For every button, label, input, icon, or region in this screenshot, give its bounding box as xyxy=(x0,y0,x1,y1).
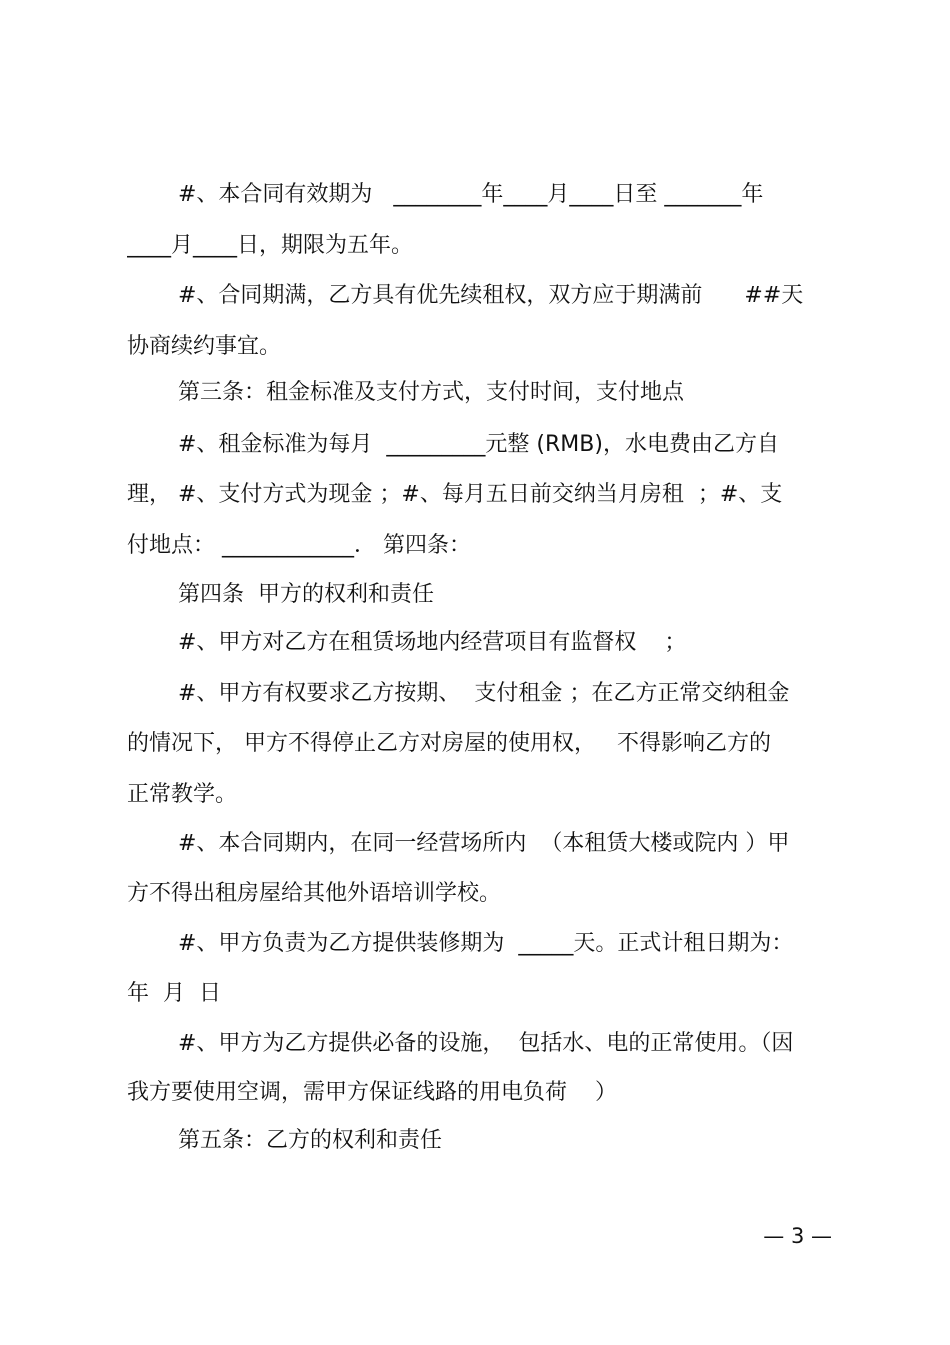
article-three-heading: 第三条：租金标准及支付方式，支付时间，支付地点 xyxy=(178,380,685,405)
clause-validity-period-cont: ____月____日，期限为五年。 xyxy=(127,233,414,258)
clause-renewal: #、合同期满，乙方具有优先续租权，双方应于期满前 ##天 xyxy=(178,283,804,308)
clause-facilities-cont: 我方要使用空调，需甲方保证线路的用电负荷 ） xyxy=(127,1080,617,1105)
clause-payment-method: 理， #、支付方式为现金 ；#、每月五日前交纳当月房租 ；#、支 xyxy=(127,482,783,507)
clause-supervision: #、甲方对乙方在租赁场地内经营项目有监督权 ； xyxy=(178,630,687,655)
clause-rent-payment-right: #、甲方有权要求乙方按期、 支付租金 ；在乙方正常交纳租金 xyxy=(178,681,790,706)
article-four-heading: 第四条 甲方的权利和责任 xyxy=(178,582,434,607)
clause-renewal-cont: 协商续约事宜。 xyxy=(127,334,282,359)
clause-exclusivity: #、本合同期内，在同一经营场所内 （本租赁大楼或院内 ）甲 xyxy=(178,831,790,856)
page-number: — 3 — xyxy=(763,1224,832,1248)
article-five-heading: 第五条：乙方的权利和责任 xyxy=(178,1128,443,1153)
clause-payment-location: 付地点： ____________． 第四条： xyxy=(127,533,471,558)
clause-rent-standard: #、租金标准为每月 _________元整 (RMB)，水电费由乙方自 xyxy=(178,432,779,457)
clause-rent-payment-right-end: 正常教学。 xyxy=(127,782,238,807)
clause-validity-period: #、本合同有效期为 ________年____月____日至 _______年 xyxy=(178,182,764,207)
clause-rent-payment-right-cont: 的情况下， 甲方不得停止乙方对房屋的使用权， 不得影响乙方的 xyxy=(127,731,771,756)
clause-exclusivity-cont: 方不得出租房屋给其他外语培训学校。 xyxy=(127,881,502,906)
clause-renovation-date: 年 月 日 xyxy=(127,981,221,1006)
clause-facilities: #、甲方为乙方提供必备的设施， 包括水、电的正常使用。（因 xyxy=(178,1031,794,1056)
clause-renovation: #、甲方负责为乙方提供装修期为 _____天。正式计租日期为： xyxy=(178,931,794,956)
